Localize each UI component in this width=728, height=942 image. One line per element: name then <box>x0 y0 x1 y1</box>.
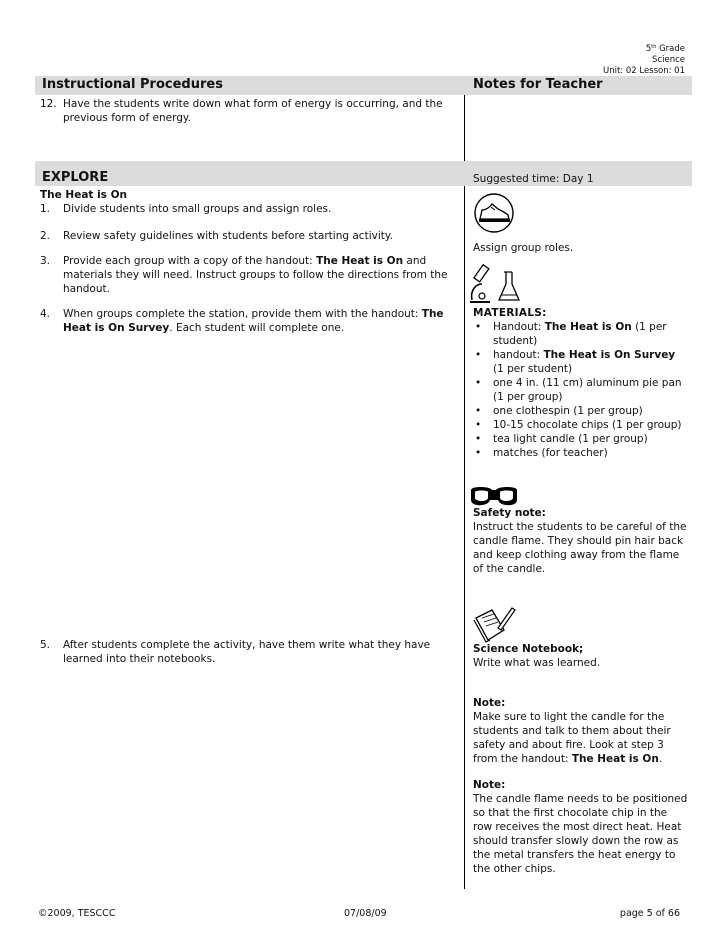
step-number: 5. <box>40 639 51 651</box>
material-text: Handout: <box>493 321 545 333</box>
step-12 <box>40 97 460 125</box>
step-text-part: . Each student will complete one. <box>169 322 345 334</box>
grade-word: Grade <box>659 44 685 54</box>
material-item <box>473 348 688 376</box>
step-5 <box>40 638 460 666</box>
suggested-time: Suggested time: Day 1 <box>473 173 594 185</box>
step-text: Have the students write down what form of energy is occurring, and the previous form of energy. <box>63 98 443 124</box>
material-text: handout: <box>493 349 544 361</box>
assign-roles-note: Assign group roles. <box>473 242 574 254</box>
step-1 <box>40 202 460 216</box>
column-divider <box>464 186 465 889</box>
note-2-text: The candle flame needs to be positioned so that the first chocolate chip in the row receives the most direct heat. Heat should transfer slowly down the row as the metal transfers the heat energy to the other chips. <box>473 793 688 875</box>
step-text <box>63 307 460 335</box>
science-notebook-heading: Science Notebook; <box>473 643 584 655</box>
unit-lesson-label: Unit: 02 Lesson: 01 <box>602 66 685 76</box>
handout-name: The Heat is On <box>544 321 632 333</box>
sneaker-icon <box>466 191 522 239</box>
activity-title: The Heat is On <box>40 189 127 201</box>
material-text: (1 per student) <box>493 321 667 347</box>
material-item <box>473 418 688 432</box>
material-item <box>473 404 688 418</box>
step-text-part: and materials they will need. Instruct groups to follow the directions from the handout. <box>63 255 448 295</box>
subject-label: Science <box>652 55 685 65</box>
step-number: 2. <box>40 230 51 242</box>
material-text: one 4 in. (11 cm) aluminum pie pan (1 per group) <box>493 377 682 403</box>
step-number: 4. <box>40 308 51 320</box>
step-text-part: When groups complete the station, provide them with the handout: <box>63 308 422 320</box>
safety-note-heading: Safety note: <box>473 507 546 519</box>
material-text: (1 per student) <box>493 363 573 375</box>
step-text: Divide students into small groups and assign roles. <box>63 203 332 215</box>
material-item <box>473 432 688 446</box>
materials-list <box>473 320 688 460</box>
step-text-part: Provide each group with a copy of the handout: <box>63 255 317 267</box>
material-item <box>473 376 688 404</box>
science-notebook-text: Write what was learned. <box>473 657 601 669</box>
instructional-procedures-heading: Instructional Procedures <box>42 77 223 92</box>
material-item <box>473 320 688 348</box>
step-4 <box>40 307 460 335</box>
material-text: tea light candle (1 per group) <box>493 433 648 445</box>
step-text: Review safety guidelines with students before starting activity. <box>63 230 393 242</box>
materials-heading: MATERIALS: <box>473 307 547 319</box>
step-2 <box>40 229 460 243</box>
footer-date: 07/08/09 <box>344 908 387 919</box>
material-text: matches (for teacher) <box>493 447 608 459</box>
footer-copyright: ©2009, TESCCC <box>38 908 116 919</box>
notes-for-teacher-heading: Notes for Teacher <box>473 77 603 92</box>
handout-name: The Heat is On <box>316 255 404 267</box>
safety-note-text: Instruct the students to be careful of the candle flame. They should pin hair back and keep clothing away from the flame of the candle. <box>473 521 687 575</box>
step-text <box>63 254 460 296</box>
handout-name: The Heat is On <box>571 753 659 765</box>
step-number: 3. <box>40 255 51 267</box>
handout-name: The Heat is On Survey <box>543 349 676 361</box>
column-divider <box>464 95 465 161</box>
material-text: one clothespin (1 per group) <box>493 405 643 417</box>
microscope-flask-icon <box>468 262 524 312</box>
note-text-part: Make sure to light the candle for the students and talk to them about their safety and about fire. Look at step 3 from the handout: <box>473 711 671 765</box>
note-2-heading: Note: <box>473 779 506 791</box>
note-1-heading: Note: <box>473 697 506 709</box>
explore-heading: EXPLORE <box>42 170 109 185</box>
handout-name: The Heat is On Survey <box>63 308 444 334</box>
grade-line <box>646 44 685 55</box>
step-text: After students complete the activity, have them write what they have learned into their notebooks. <box>63 639 431 665</box>
grade-number: 5 <box>645 44 652 54</box>
step-number: 12. <box>40 98 57 110</box>
step-3 <box>40 254 460 296</box>
material-item <box>473 446 688 460</box>
note-text-part: . <box>658 753 663 765</box>
footer-page-number: page 5 of 66 <box>619 908 680 919</box>
step-number: 1. <box>40 203 51 215</box>
note-1-text <box>473 710 688 766</box>
material-text: 10-15 chocolate chips (1 per group) <box>493 419 682 431</box>
grade-superscript: th <box>651 44 657 50</box>
